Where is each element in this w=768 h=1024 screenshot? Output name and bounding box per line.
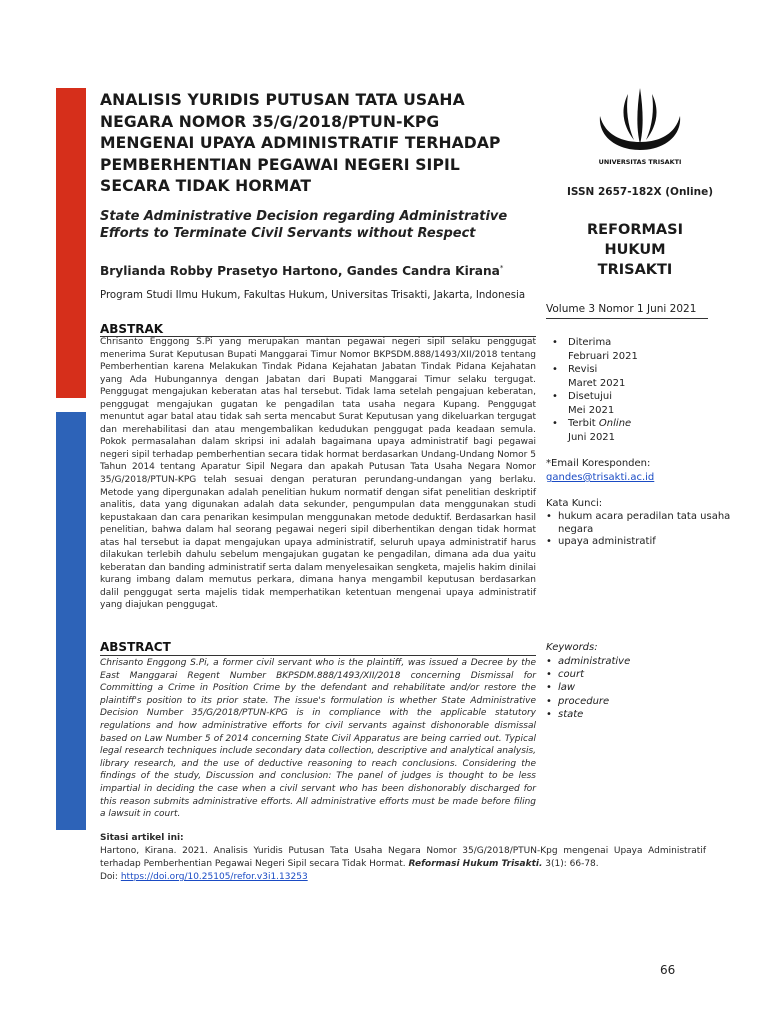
bullet: • bbox=[552, 418, 558, 429]
journal-name bbox=[560, 220, 710, 280]
doi-link[interactable]: https://doi.org/10.25105/refor.v3i1.13253 bbox=[120, 872, 308, 882]
date-label bbox=[568, 417, 702, 431]
citation-block bbox=[100, 832, 706, 884]
author-list bbox=[100, 260, 540, 279]
logo-left-flame bbox=[623, 94, 634, 140]
keywords-label: Keywords: bbox=[546, 642, 598, 653]
date-published bbox=[552, 417, 702, 444]
keyword-item bbox=[546, 681, 726, 694]
title-line: PEMBERHENTIAN PEGAWAI NEGERI SIPIL bbox=[100, 155, 460, 174]
keyword-item bbox=[546, 695, 726, 708]
abstract-heading: ABSTRACT bbox=[100, 640, 171, 654]
affiliation: Program Studi Ilmu Hukum, Fakultas Hukum, Universitas Trisakti, Jakarta, Indonesia bbox=[100, 290, 526, 301]
citation-text-before: Hartono, Kirana. 2021. Analisis Yuridis Putusan Tata Usaha Negara Nomor 35/G/2018/PTUN-Kpg mengenai Upaya Administratif terhadap Pemberhentian Pegawai Negeri Sipil secara Tidak Hormat. bbox=[100, 846, 706, 869]
journal-line: TRISAKTI bbox=[597, 262, 673, 278]
bullet: • bbox=[546, 669, 552, 681]
authors-text: Brylianda Robby Prasetyo Hartono, Gandes Candra Kirana bbox=[100, 264, 500, 279]
article-dates bbox=[552, 336, 702, 444]
doi-label: Doi: bbox=[100, 872, 121, 882]
stripe-gap bbox=[56, 398, 86, 412]
bullet: • bbox=[552, 391, 558, 402]
bullet: • bbox=[546, 708, 552, 720]
title-line: NEGARA NOMOR 35/G/2018/PTUN-KPG bbox=[100, 112, 440, 131]
citation-journal: Reformasi Hukum Trisakti. bbox=[408, 859, 543, 869]
subtitle-line: Efforts to Terminate Civil Servants without Respect bbox=[100, 226, 476, 241]
university-logo bbox=[590, 86, 690, 168]
kata-kunci-item bbox=[546, 511, 736, 536]
date-revised bbox=[552, 363, 702, 390]
volume-info: Volume 3 Nomor 1 Juni 2021 bbox=[546, 303, 697, 315]
article-title bbox=[100, 90, 540, 198]
english-title bbox=[100, 208, 540, 242]
keyword-text: administrative bbox=[558, 656, 631, 667]
email-link[interactable]: gandes@trisakti.ac.id bbox=[546, 472, 655, 483]
red-side-stripe bbox=[56, 88, 86, 398]
bullet: • bbox=[546, 511, 552, 522]
date-label-text: Terbit bbox=[568, 418, 596, 429]
subtitle-line: State Administrative Decision regarding Administrative bbox=[100, 209, 508, 224]
citation-text-after: 3(1): 66-78. bbox=[542, 859, 599, 869]
date-accepted bbox=[552, 390, 702, 417]
bullet: • bbox=[546, 695, 552, 707]
title-line: ANALISIS YURIDIS PUTUSAN TATA USAHA bbox=[100, 91, 465, 109]
logo-caption: UNIVERSITAS TRISAKTI bbox=[598, 158, 682, 166]
abstract-body: Chrisanto Enggong S.Pi, a former civil servant who is the plaintiff, was issued a Decree by the East Manggarai Regent Number BKPSDM.888/1493/XII/2018 concerning Dismissal for Committing a Crime in Position Crime by the defendant and rehabilitate and/or restore the plaintiff's position to its prior state. The issue's formulation is whether State Administrative Decision Number 35/G/2018/PTUN-KPG is in compliance with the applicable statutory regulations and how administrative efforts for civil servants against dishonorable dismissal based on Law Number 5 of 2014 concerning State Civil Apparatus are being carried out. Typical legal research techniques include secondary data collection, descriptive and analytical analysis, library research, and the use of deductive reasoning to reach conclusions. Considering the findings of the study, Discussion and conclusion: The panel of judges is thought to be less impartial in deciding the case when a civil servant who has been dishonorably discharged for this reason submits administrative efforts. All administrative efforts must be made before filing a lawsuit in court. bbox=[100, 658, 536, 820]
bullet: • bbox=[546, 656, 552, 667]
keyword-item bbox=[546, 655, 726, 668]
keyword-text: law bbox=[558, 682, 576, 694]
keyword-text: state bbox=[558, 708, 584, 720]
abstrak-heading: ABSTRAK bbox=[100, 322, 164, 336]
journal-line: HUKUM bbox=[604, 242, 666, 258]
blue-side-stripe bbox=[56, 412, 86, 830]
abstrak-body: Chrisanto Enggong S.Pi yang merupakan mantan pegawai negeri sipil selaku penggugat menerima Surat Keputusan Bupati Manggarai Timur Nomor BKPSDM.888/1493/XII/2018 tentang Pemberhentian karena Melakukan Tindak Pidana Kejahatan Jabatan Tindak Pidana Kejahatan yang Ada Hubungannya dengan Jabatan dari Bupati Manggarai Timur selaku tergugat. Penggugat mengajukan keberatan atas hal tersebut. Tidak lama setelah pengajuan keberatan, penggugat mengajukan gugatan ke pengadilan tata usaha negara Kupang. Penggugat menuntut agar batal atau tidak sah serta mencabut Surat Keputusan yang dikeluarkan tergugat dan merehabilitasi dan atau mengembalikan kedudukan penggugat pada keadaan semula. Pokok permasalahan dalam skripsi ini adalah bagaimana upaya administratif bagi pegawai negeri sipil terhadap pemberhentian secara tidak hormat berdasarkan Undang-Undang Nomor 5 Tahun 2014 tentang Aparatur Sipil Negara dan apakah Putusan Tata Usaha Negara Nomor 35/G/2018/PTUN-KPG telah sesuai dengan peraturan perundang-undangan yang berlaku. Metode yang dipergunakan adalah penelitian hukum normatif dengan sifat penelitian deskriptif analitis, data yang digunakan adalah data sekunder, pengumpulan data menggunakan studi kepustakaan dan cara penarikan kesimpulan menggunakan metode deduktif. Berdasarkan hasil penelitian, bahwa dalam hal seorang pegawai negeri sipil diberhentikan dengan tidak hormat atas hal tersebut ia dapat mengajukan upaya administratif, seluruh upaya administratif harus dilakukan terlebih dahulu sebelum mengajukan gugatan ke pengadilan, dimana ada dua yaitu keberatan dan banding administratif serta dalam menyelesaikan sengketa, majelis hakim dinilai kurang imbang dalam memutus perkara, dimana hanya mengambil keputusan berdasarkan dalil penggugat serta majelis tidak memperhatikan ketentuan mengenai upaya administratif yang diajukan penggugat. bbox=[100, 337, 536, 611]
kata-kunci-text: upaya administratif bbox=[558, 536, 656, 547]
logo-center-flame bbox=[637, 88, 642, 144]
date-value: Maret 2021 bbox=[568, 377, 626, 389]
page-number: 66 bbox=[660, 963, 676, 977]
date-value: Februari 2021 bbox=[568, 350, 638, 362]
abstract-rule bbox=[100, 655, 536, 656]
journal-line: REFORMASI bbox=[587, 222, 683, 238]
keyword-text: court bbox=[558, 669, 584, 681]
keyword-item bbox=[546, 668, 726, 681]
bullet: • bbox=[552, 337, 558, 348]
title-line: SECARA TIDAK HORMAT bbox=[100, 177, 312, 195]
kata-kunci-list bbox=[546, 511, 736, 549]
date-label: Diterima bbox=[568, 337, 612, 348]
date-received bbox=[552, 336, 702, 363]
title-line: MENGENAI UPAYA ADMINISTRATIF TERHADAP bbox=[100, 134, 501, 152]
citation-text bbox=[100, 845, 706, 871]
issn: ISSN 2657-182X (Online) bbox=[566, 186, 714, 198]
bullet: • bbox=[546, 682, 552, 694]
kata-kunci-text: hukum acara peradilan tata usaha negara bbox=[558, 511, 731, 535]
citation-label: Sitasi artikel ini: bbox=[100, 833, 184, 843]
citation-doi bbox=[100, 871, 706, 884]
kata-kunci-label: Kata Kunci: bbox=[546, 498, 603, 509]
date-value: Juni 2021 bbox=[568, 431, 616, 443]
date-value: Mei 2021 bbox=[568, 404, 615, 416]
keyword-item bbox=[546, 708, 726, 721]
date-label: Disetujui bbox=[568, 391, 612, 402]
kata-kunci-item bbox=[546, 536, 736, 549]
volume-rule bbox=[546, 318, 708, 319]
bullet: • bbox=[546, 536, 552, 547]
keywords-list bbox=[546, 655, 726, 721]
logo-right-flame bbox=[646, 94, 657, 140]
corresponding-mark: * bbox=[499, 264, 504, 272]
date-label: Revisi bbox=[568, 364, 598, 375]
email-label: *Email Koresponden: bbox=[546, 458, 651, 469]
bullet: • bbox=[552, 364, 558, 375]
date-label-italic: Online bbox=[598, 418, 632, 429]
keyword-text: procedure bbox=[558, 695, 610, 707]
